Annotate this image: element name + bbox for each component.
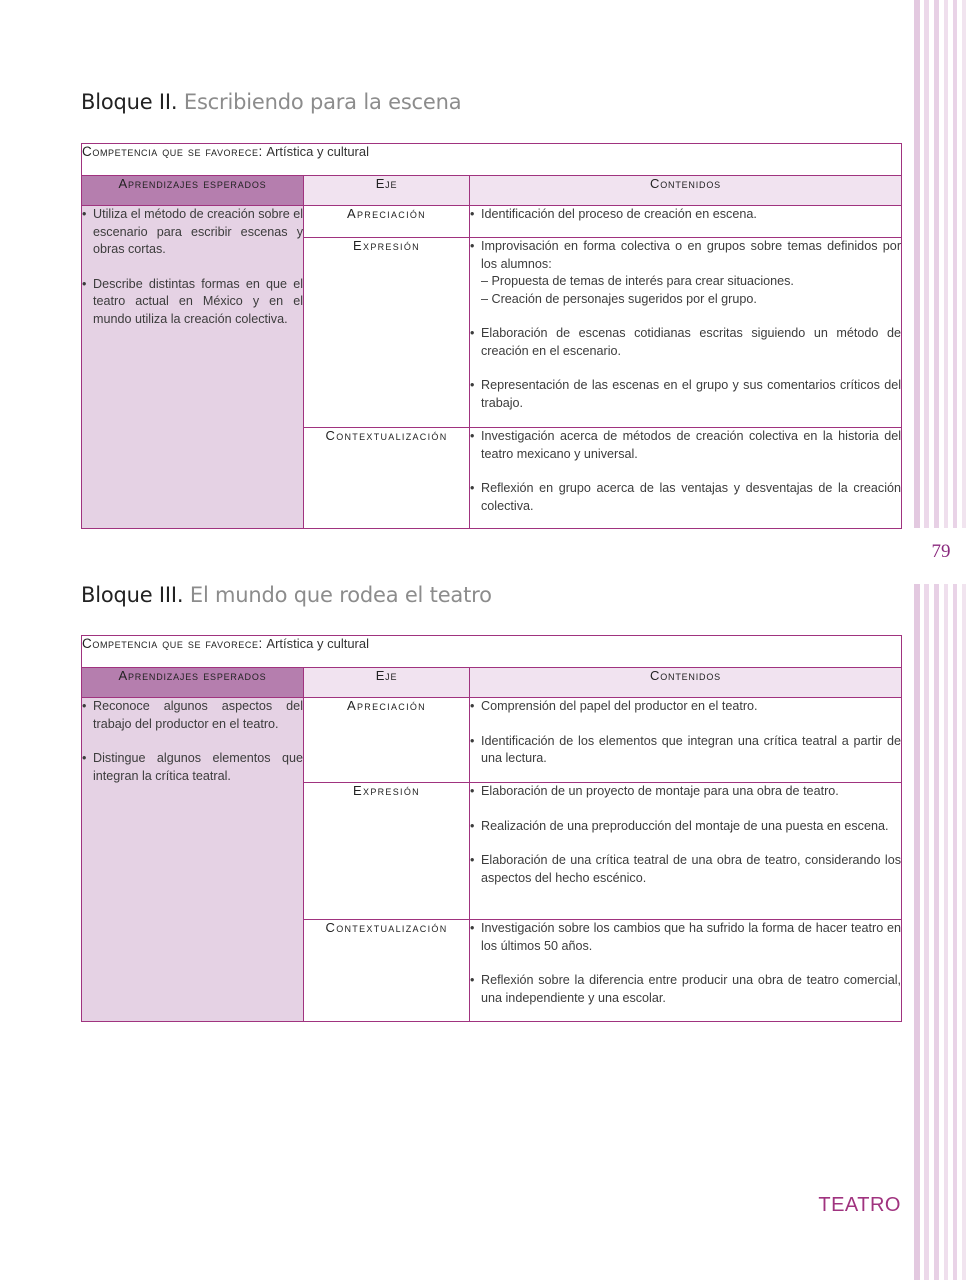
list-item: • Identificación del proceso de creación en escena. — [470, 206, 901, 224]
block-title — [81, 90, 461, 114]
list-item: • Utiliza el método de creación sobre el escenario para escribir escenas y obras cortas. — [82, 206, 303, 259]
list-item: • Elaboración de escenas cotidianas escritas siguiendo un método de creación en el escenario. — [470, 325, 901, 360]
list-item: • Elaboración de un proyecto de montaje para una obra de teatro. — [470, 783, 901, 801]
list-item: • Identificación de los elementos que integran una crítica teatral a partir de una lectura. — [470, 733, 901, 768]
table-row — [82, 206, 902, 238]
list-item: • Describe distintas formas en que el teatro actual en México y en el mundo utiliza la creación colectiva. — [82, 276, 303, 329]
table-row — [82, 698, 902, 783]
eje-label: Contextualización — [325, 920, 448, 935]
contenidos-cell — [470, 428, 902, 529]
header-eje: Eje — [375, 668, 398, 683]
eje-label: Expresión — [353, 238, 420, 253]
eje-label: Apreciación — [347, 206, 426, 221]
eje-label: Apreciación — [347, 698, 426, 713]
contenidos-cell — [470, 206, 902, 238]
list-item: • Reflexión sobre la diferencia entre producir una obra de teatro comercial, una independiente y una escolar. — [470, 972, 901, 1007]
contenidos-cell — [470, 783, 902, 920]
block-table — [81, 635, 902, 1022]
list-item: • Elaboración de una crítica teatral de una obra de teatro, considerando los aspectos del hecho escénico. — [470, 852, 901, 887]
aprendizajes-cell — [82, 698, 304, 1022]
block-title-main: Bloque II. — [81, 90, 178, 114]
list-item: • Investigación acerca de métodos de creación colectiva en la historia del teatro mexicano y universal. — [470, 428, 901, 463]
competencia-row — [82, 636, 902, 668]
page-number: 79 — [931, 541, 951, 562]
header-aprendizajes: Aprendizajes esperados — [118, 176, 267, 191]
contenidos-cell — [470, 698, 902, 783]
list-item: • Reconoce algunos aspectos del trabajo del productor en el teatro. — [82, 698, 303, 733]
list-item: • Comprensión del papel del productor en el teatro. — [470, 698, 901, 716]
block-title-sub: Escribiendo para la escena — [183, 90, 462, 114]
block-title-main: Bloque III. — [81, 583, 184, 607]
contenidos-cell — [470, 920, 902, 1022]
sub-item: – Creación de personajes sugeridos por el grupo. — [481, 291, 757, 306]
footer-subject-label: TEATRO — [818, 1194, 901, 1216]
block-table — [81, 143, 902, 529]
list-item: • Reflexión en grupo acerca de las ventajas y desventajas de la creación colectiva. — [470, 480, 901, 515]
aprendizajes-cell — [82, 206, 304, 529]
decorative-stripes — [912, 0, 972, 1280]
sub-item: – Propuesta de temas de interés para crear situaciones. — [481, 274, 794, 288]
competencia-label: Competencia que se favorece: — [82, 144, 263, 159]
header-contenidos: Contenidos — [650, 176, 721, 191]
stripe — [924, 0, 929, 1280]
block-title — [81, 583, 492, 607]
stripe — [914, 0, 920, 1280]
competencia-value: Artística y cultural — [266, 144, 370, 159]
item-text: Improvisación en forma colectiva o en grupos sobre temas definidos por los alumnos: — [481, 239, 902, 271]
eje-label: Expresión — [353, 783, 420, 798]
header-row — [82, 668, 902, 698]
stripe — [934, 0, 939, 1280]
list-item: • Distingue algunos elementos que integran la crítica teatral. — [82, 750, 303, 785]
list-item — [470, 238, 901, 308]
competencia-label: Competencia que se favorece: — [82, 636, 263, 651]
block-title-sub: El mundo que rodea el teatro — [189, 583, 492, 607]
list-item: • Realización de una preproducción del montaje de una puesta en escena. — [470, 818, 901, 836]
stripe — [944, 0, 948, 1280]
header-row — [82, 176, 902, 206]
header-contenidos: Contenidos — [650, 668, 721, 683]
header-eje: Eje — [375, 176, 398, 191]
stripe — [962, 0, 966, 1280]
contenidos-cell — [470, 238, 902, 428]
stripe — [953, 0, 957, 1280]
competencia-value: Artística y cultural — [266, 636, 370, 651]
list-item: • Investigación sobre los cambios que ha sufrido la forma de hacer teatro en los últimos 50 años. — [470, 920, 901, 955]
competencia-row — [82, 144, 902, 176]
eje-label: Contextualización — [325, 428, 448, 443]
list-item: • Representación de las escenas en el grupo y sus comentarios críticos del trabajo. — [470, 377, 901, 412]
header-aprendizajes: Aprendizajes esperados — [118, 668, 267, 683]
